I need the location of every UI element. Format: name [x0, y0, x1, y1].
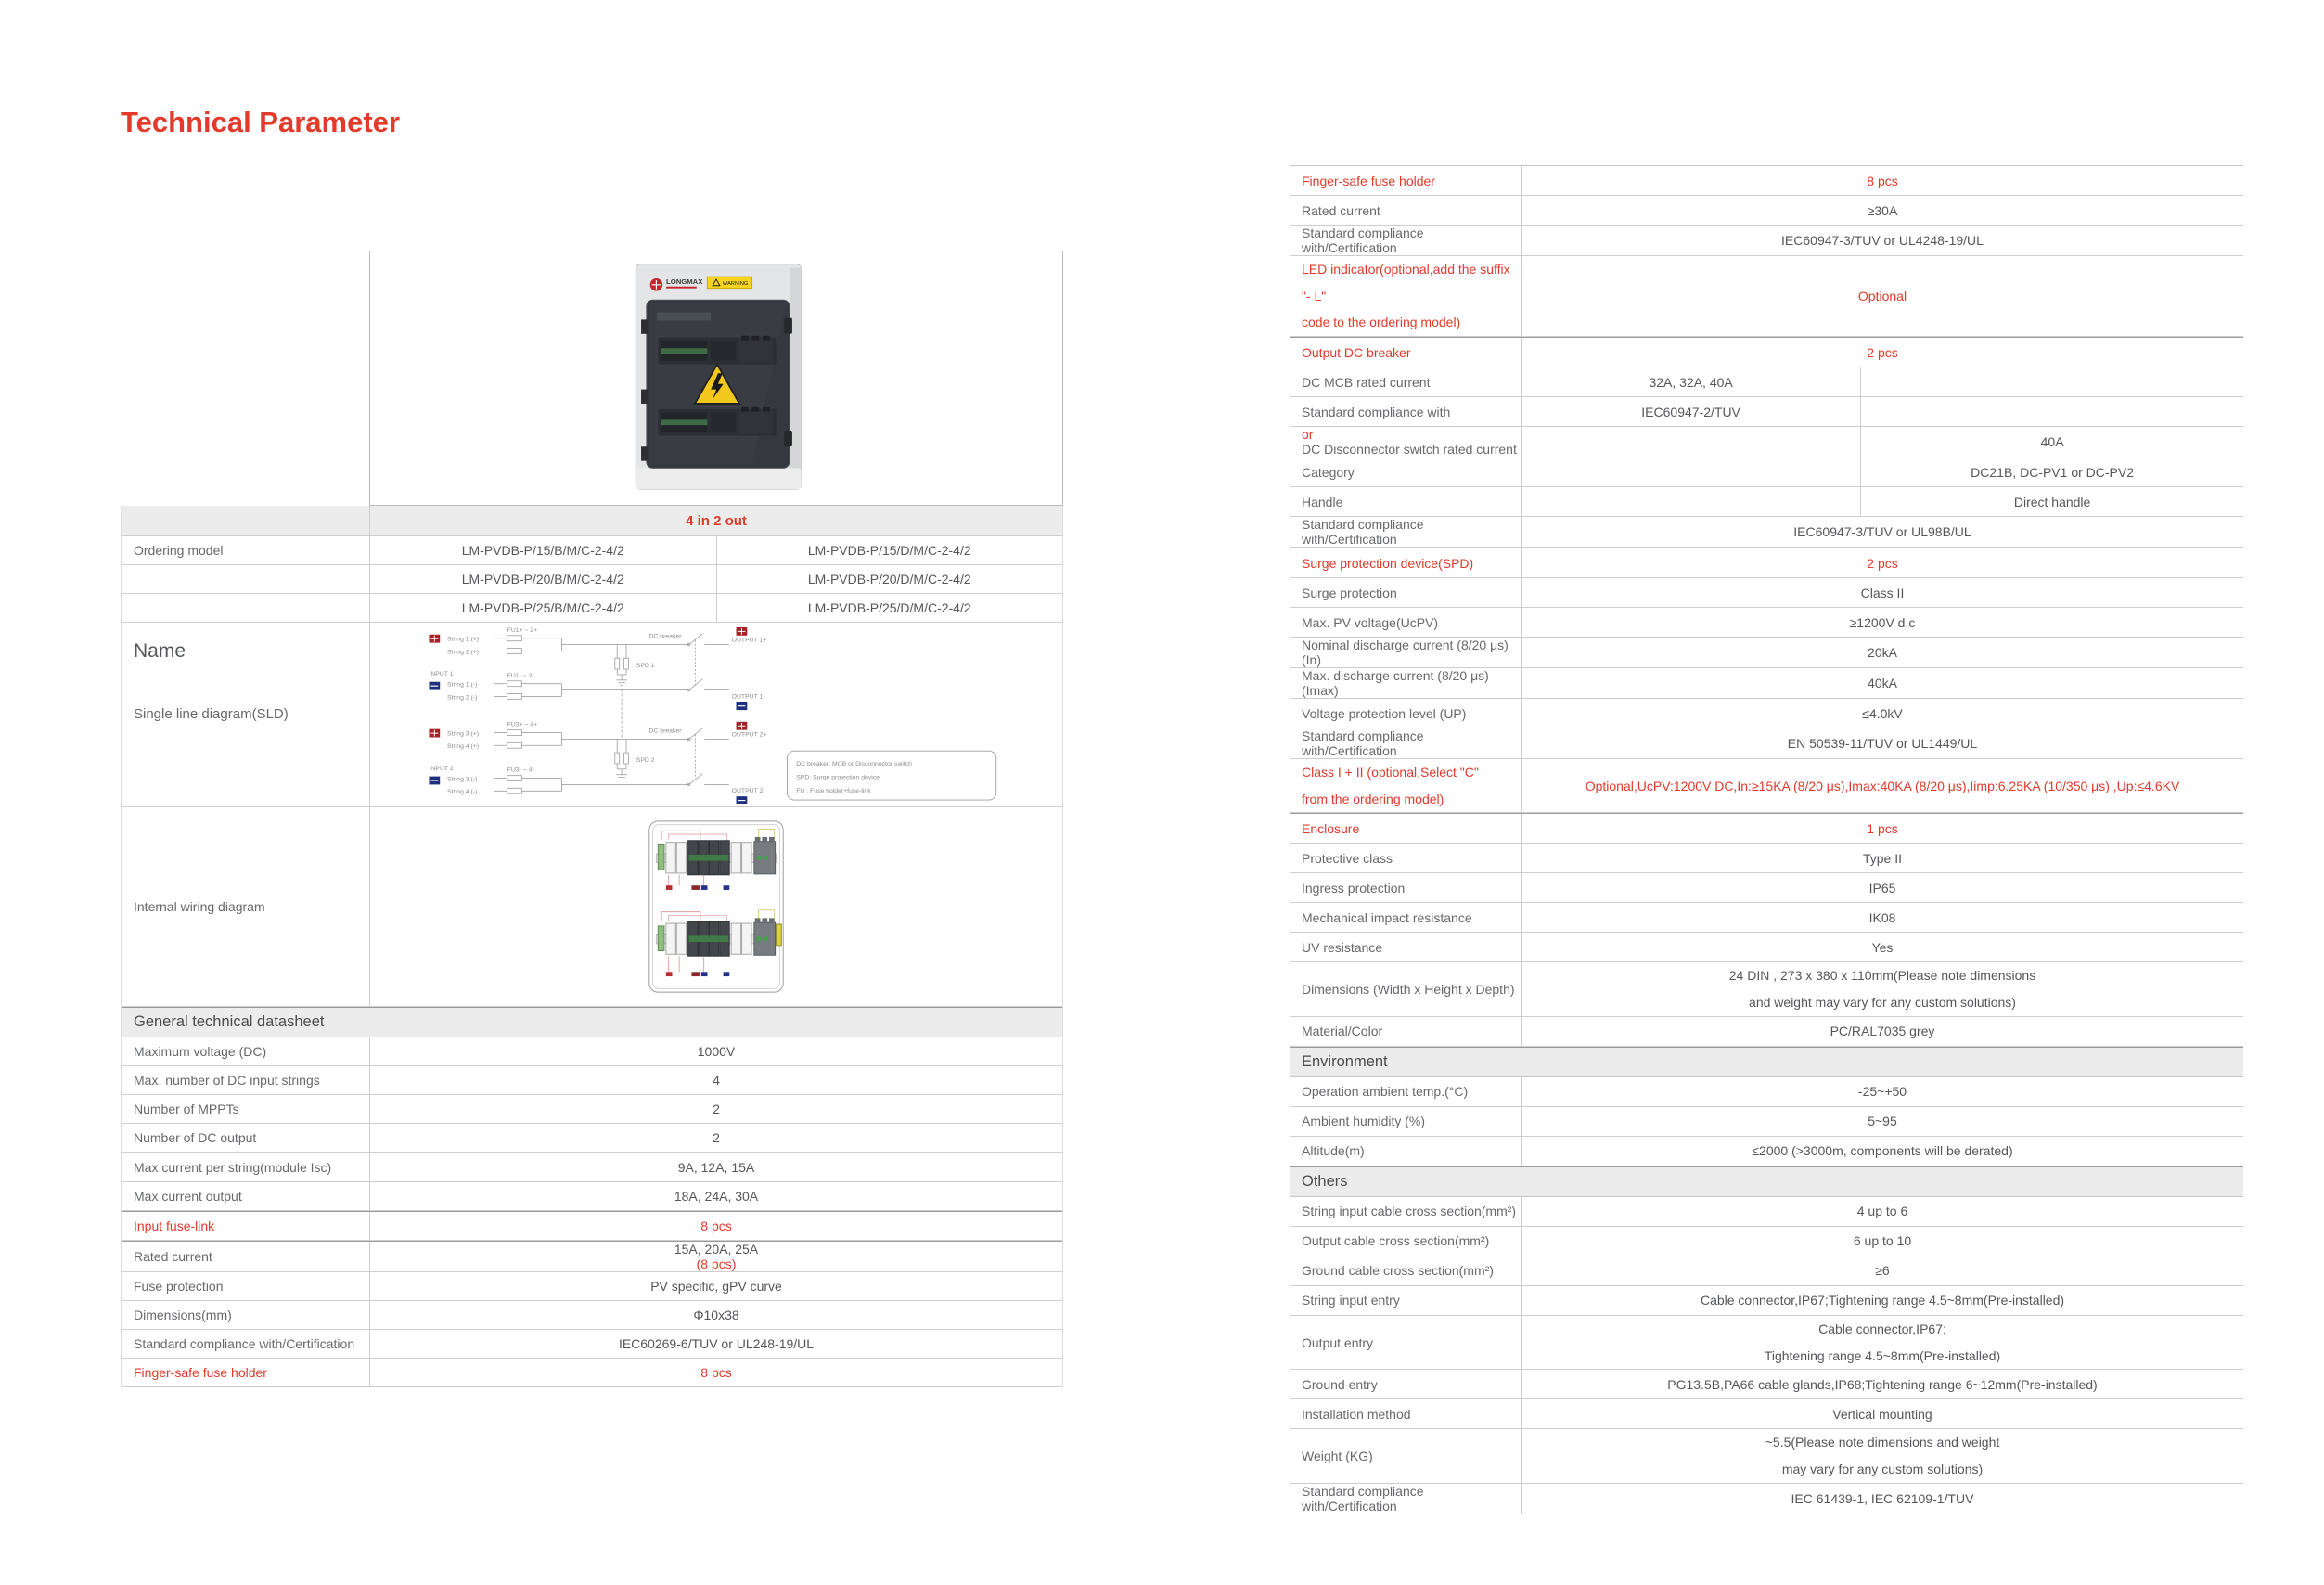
row-value: Optional: [1857, 289, 1907, 304]
row-label: Handle: [1290, 487, 1522, 516]
row-value: Direct handle: [1860, 487, 2243, 516]
row-value: LM-PVDB-P/20/B/M/C-2-4/2: [461, 572, 624, 586]
row-value: IEC 61439-1, IEC 62109-1/TUV: [1791, 1490, 1974, 1506]
table-row: [1290, 337, 2243, 367]
row-value: ≤4.0kV: [1862, 705, 1903, 721]
row-label: Ground cable cross section(mm²): [1290, 1256, 1522, 1285]
row-value: 2 pcs: [1867, 344, 1898, 360]
table-row: [1290, 166, 2243, 196]
svg-text:String 3 (+): String 3 (+): [447, 730, 480, 738]
row-value: IP65: [1868, 880, 1896, 896]
row-label: Protective class: [1290, 844, 1522, 872]
table-row: [1290, 1256, 2243, 1286]
table-row: [1290, 1399, 2243, 1429]
sld-group-2: [429, 722, 766, 804]
row-value: 8 pcs: [700, 1218, 732, 1233]
row-label: Dimensions(mm): [122, 1301, 370, 1329]
row-value: Class II: [1860, 585, 1905, 600]
label-line: code to the ordering model): [1302, 315, 1461, 330]
svg-text:DC breaker: MCB or Disconnecto: DC breaker: MCB or Disconnector switch: [796, 760, 912, 767]
row-label: Finger-safe fuse holder: [1290, 166, 1522, 195]
row-value: PG13.5B,PA66 cable glands,IP68;Tightening range 6~12mm(Pre-installed): [1667, 1376, 2098, 1392]
row-value: ≥6: [1875, 1263, 1890, 1279]
svg-text:OUTPUT 1-: OUTPUT 1-: [731, 693, 765, 701]
svg-text:INPUT 2: INPUT 2: [429, 765, 454, 772]
row-value: LM-PVDB-P/15/D/M/C-2-4/2: [716, 536, 1063, 564]
svg-text:String 1 (-): String 1 (-): [447, 681, 478, 689]
label-line: Class I + II (optional,Select "C": [1302, 765, 1479, 780]
section-header: Others: [1290, 1166, 2243, 1197]
row-value: Cable connector,IP67;Tightening range 4.5~8mm(Pre-installed): [1700, 1293, 2065, 1308]
row-value: LM-PVDB-P/20/D/M/C-2-4/2: [716, 565, 1063, 593]
row-value: 4 up to 6: [1856, 1204, 1908, 1219]
svg-text:String 2 (-): String 2 (-): [447, 694, 478, 702]
row-label: Output cable cross section(mm²): [1290, 1227, 1522, 1256]
row-label: Rated current: [1290, 196, 1522, 225]
row-value: [1522, 1429, 2243, 1482]
table-row: [1290, 1137, 2243, 1166]
row-label: Standard compliance with/Certification: [1290, 517, 1522, 547]
model-config-header: 4 in 2 out: [686, 512, 747, 529]
svg-text:OUTPUT 2-: OUTPUT 2-: [731, 788, 765, 795]
row-label: Surge protection device(SPD): [1290, 548, 1522, 577]
table-row: [122, 536, 1062, 565]
row-label: Number of MPPTs: [122, 1095, 370, 1123]
row-value: IEC60269-6/TUV or UL248-19/UL: [618, 1336, 815, 1351]
wiring-label-cell: [122, 807, 370, 1006]
row-label: Dimensions (Width x Height x Depth): [1290, 962, 1522, 1015]
row-label: Input fuse-link: [122, 1212, 370, 1240]
sld-group-1: [429, 627, 766, 710]
section-header: General technical datasheet: [122, 1007, 1062, 1037]
row-label: Surge protection: [1290, 578, 1522, 607]
row-label: String input cable cross section(mm²): [1290, 1197, 1522, 1226]
table-row: [122, 594, 1062, 623]
row-label: Output entry: [1290, 1316, 1522, 1369]
left-table: [121, 251, 1063, 1387]
row-value: PC/RAL7035 grey: [1830, 1024, 1935, 1039]
row-value: IEC60947-2/TUV: [1641, 404, 1740, 419]
ordering-model-rows: [122, 536, 1062, 623]
value-line: and weight may vary for any custom solutions): [1749, 995, 2016, 1011]
svg-text:FU3- ~ 4-: FU3- ~ 4-: [507, 767, 534, 774]
row-value: [1522, 457, 1860, 486]
svg-text:FU3+ ~ 4+: FU3+ ~ 4+: [507, 721, 538, 728]
table-row: [1290, 1316, 2243, 1370]
row-value: 8 pcs: [700, 1365, 732, 1380]
svg-text:SPD 1: SPD 1: [636, 663, 655, 670]
table-row: [1290, 873, 2243, 903]
value-line: 24 DIN , 273 x 380 x 110mm(Please note dimensions: [1728, 968, 2036, 984]
spd-symbol: [615, 739, 629, 780]
row-label: Max.current output: [122, 1182, 370, 1210]
row-value: ≥1200V d.c: [1849, 614, 1916, 630]
table-row: [122, 1037, 1062, 1066]
row-label: [122, 565, 370, 593]
svg-text:LONGMAX: LONGMAX: [666, 277, 703, 286]
svg-text:String 3 (-): String 3 (-): [447, 776, 478, 783]
svg-text:DC breaker: DC breaker: [648, 633, 682, 640]
table-row: [1290, 1197, 2243, 1227]
svg-text:DC breaker: DC breaker: [648, 728, 682, 735]
row-value: 6 up to 10: [1853, 1233, 1912, 1249]
table-row: [1290, 517, 2243, 548]
table-row: [122, 1153, 1062, 1182]
wiring-diagram-cell: [370, 807, 1062, 1006]
row-value: Type II: [1862, 850, 1903, 866]
svg-text:FU1- ~ 2-: FU1- ~ 2-: [507, 672, 534, 679]
table-row: [1290, 699, 2243, 728]
row-label: String input entry: [1290, 1286, 1522, 1315]
svg-text:SPD 2: SPD 2: [636, 756, 655, 764]
table-row: [1290, 1286, 2243, 1316]
label-line: LED indicator(optional,add the suffix "- L": [1302, 262, 1510, 303]
row-value: 2: [713, 1130, 720, 1145]
row-value: ≤2000 (>3000m, components will be derated): [1752, 1143, 2013, 1159]
table-row: [122, 1241, 1062, 1272]
svg-text:WARNING: WARNING: [722, 280, 749, 287]
row-value: 32A, 32A, 40A: [1649, 374, 1733, 390]
table-row: [1290, 1370, 2243, 1399]
row-label: Fuse protection: [122, 1272, 370, 1300]
row-label: Finger-safe fuse holder: [122, 1359, 370, 1386]
sld-label: Single line diagram(SLD): [134, 705, 289, 722]
product-image: [369, 251, 1063, 506]
row-label: Enclosure: [1290, 814, 1522, 843]
row-value: Vertical mounting: [1832, 1406, 1932, 1422]
row-value: LM-PVDB-P/15/B/M/C-2-4/2: [461, 543, 624, 558]
row-value: ≥30A: [1867, 202, 1898, 218]
row-label: Max. discharge current (8/20 μs) (Imax): [1290, 668, 1522, 698]
table-row: [1290, 256, 2243, 337]
sld-diagram-cell: [370, 623, 1062, 806]
row-value: [1860, 367, 2243, 396]
sld-row: [122, 623, 1062, 807]
svg-text:String 1 (+): String 1 (+): [447, 636, 480, 643]
row-value: Optional,UcPV:1200V DC,In:≥15KA (8/20 μs),Imax:40KA (8/20 μs),Iimp:6.25KA (10/350 μs) ,Up:≤4.6KV: [1585, 778, 2180, 793]
row-label: Standard compliance with/Certification: [122, 1330, 370, 1358]
row-value: 2: [713, 1102, 720, 1116]
right-table-rows: [1290, 165, 2243, 1514]
table-row: [122, 1330, 1062, 1359]
row-value: [1522, 427, 1860, 457]
row-value: 1 pcs: [1867, 820, 1898, 836]
table-row: [1290, 728, 2243, 759]
row-value: Yes: [1871, 939, 1894, 955]
header-spacer-cell: [122, 506, 370, 535]
table-row: [1290, 367, 2243, 397]
row-label: Installation method: [1290, 1399, 1522, 1428]
table-row: [122, 1301, 1062, 1330]
wiring-diagram: [646, 818, 787, 996]
name-label: Name: [134, 640, 186, 662]
row-value: 40A: [1860, 427, 2243, 457]
table-row: [1290, 1227, 2243, 1256]
table-row: [1290, 196, 2243, 226]
sld-label-cell: [122, 623, 370, 806]
row-value: LM-PVDB-P/25/B/M/C-2-4/2: [461, 600, 624, 615]
value-line: may vary for any custom solutions): [1781, 1461, 1984, 1476]
value-line: Cable connector,IP67;: [1818, 1321, 1946, 1336]
row-label: Weight (KG): [1290, 1429, 1522, 1482]
row-label: Rated current: [122, 1242, 370, 1271]
table-row: [1290, 226, 2243, 256]
row-label: Number of DC output: [122, 1124, 370, 1152]
row-value: 40kA: [1868, 676, 1897, 691]
row-label: [122, 594, 370, 622]
row-label: Nominal discharge current (8/20 μs) (In): [1290, 638, 1522, 667]
svg-text:OUTPUT 2+: OUTPUT 2+: [731, 731, 767, 739]
wiring-label: Internal wiring diagram: [134, 898, 265, 914]
table-row: [122, 1124, 1062, 1153]
table-row: [1290, 844, 2243, 873]
sld-diagram: [410, 625, 1022, 804]
row-label: Standard compliance with: [1290, 397, 1522, 426]
label-line: from the ordering model): [1302, 791, 1444, 806]
row-value: -25~+50: [1857, 1084, 1907, 1100]
product-image-row: [121, 251, 1063, 506]
row-label: Ordering model: [122, 536, 370, 564]
row-value: 8 pcs: [1867, 173, 1898, 188]
row-value: 4: [713, 1073, 720, 1088]
table-row: [1290, 397, 2243, 427]
row-value: 15A, 20A, 25A (8 pcs): [674, 1242, 759, 1271]
row-value: 5~95: [1868, 1114, 1897, 1129]
value-red-suffix: (8 pcs): [696, 1256, 737, 1271]
row-label: Category: [1290, 457, 1522, 486]
table-row: [122, 1095, 1062, 1124]
row-value: 20kA: [1868, 645, 1897, 661]
general-datasheet-rows: [122, 1007, 1062, 1387]
table-row: [1290, 903, 2243, 933]
row-label: [1290, 256, 1522, 336]
enclosure-side-shading: [790, 267, 802, 485]
row-label: Max.current per string(module Isc): [122, 1153, 370, 1181]
row-label: Ground entry: [1290, 1370, 1522, 1398]
din-row-bottom: [658, 406, 776, 435]
table-row: [1290, 427, 2243, 457]
row-value: PV specific, gPV curve: [650, 1279, 782, 1294]
row-label: Material/Color: [1290, 1017, 1522, 1046]
row-label: Max. PV voltage(UcPV): [1290, 608, 1522, 637]
value-line: Tightening range 4.5~8mm(Pre-installed): [1764, 1347, 2001, 1363]
table-row: [122, 1066, 1062, 1095]
row-value: [1522, 487, 1860, 516]
image-row-spacer: [121, 251, 369, 506]
row-label: Output DC breaker: [1290, 338, 1522, 367]
svg-text:FU : Fuse holder+fuse-link: FU : Fuse holder+fuse-link: [796, 788, 871, 795]
table-row: [1290, 962, 2243, 1016]
table-row: [1290, 457, 2243, 487]
row-value: IK08: [1868, 909, 1896, 925]
din-row-top: [658, 335, 776, 364]
warning-sticker: [707, 277, 751, 289]
row-value: IEC60947-3/TUV or UL98B/UL: [1793, 524, 1971, 540]
row-value: Φ10x38: [693, 1308, 739, 1322]
row-label: Maximum voltage (DC): [122, 1037, 370, 1065]
row-label: UV resistance: [1290, 933, 1522, 961]
row-value: 18A, 24A, 30A: [674, 1189, 759, 1204]
row-label: or DC Disconnector switch rated current: [1290, 427, 1522, 457]
row-value: [1860, 397, 2243, 426]
table-row: [122, 565, 1062, 594]
spd-symbol: [615, 645, 629, 686]
value-line: ~5.5(Please note dimensions and weight: [1765, 1435, 2000, 1450]
row-label: Standard compliance with/Certification: [1290, 728, 1522, 758]
svg-text:FU1+ ~ 2+: FU1+ ~ 2+: [507, 626, 538, 634]
row-label: Operation ambient temp.(°C): [1290, 1077, 1522, 1106]
row-value: IEC60947-3/TUV or UL4248-19/UL: [1781, 233, 1984, 248]
right-table: [1290, 165, 2243, 1514]
row-value: [1522, 1316, 2243, 1369]
table-row: [122, 1272, 1062, 1301]
label-red-prefix: or: [1302, 427, 1314, 443]
table-row: [122, 1359, 1062, 1387]
svg-text:String 4 (+): String 4 (+): [447, 743, 480, 751]
section-header: Environment: [1290, 1047, 2243, 1077]
table-row: [1290, 1077, 2243, 1107]
table-row: [1290, 578, 2243, 608]
table-row: [122, 1211, 1062, 1241]
svg-text:SPD: Surge protection device: SPD: Surge protection device: [796, 774, 880, 781]
svg-text:OUTPUT 1+: OUTPUT 1+: [731, 637, 767, 644]
row-label: Ingress protection: [1290, 873, 1522, 902]
table-row: [1290, 813, 2243, 844]
svg-text:String 4 (-): String 4 (-): [447, 789, 478, 796]
table-row: [1290, 548, 2243, 578]
row-label: Altitude(m): [1290, 1137, 1522, 1166]
table-row: [1290, 1017, 2243, 1047]
row-label: Max. number of DC input strings: [122, 1066, 370, 1094]
left-table-body: [121, 506, 1063, 1387]
row-label: Standard compliance with/Certification: [1290, 1484, 1522, 1514]
table-row: [1290, 487, 2243, 517]
row-label: DC MCB rated current: [1290, 367, 1522, 396]
product-enclosure-illustration: [568, 255, 865, 502]
wiring-row: [122, 807, 1062, 1007]
model-config-header-row: [122, 506, 1062, 536]
row-value: 9A, 12A, 15A: [677, 1160, 755, 1175]
table-row: [1290, 1107, 2243, 1137]
table-row: [1290, 668, 2243, 699]
row-label: Ambient humidity (%): [1290, 1107, 1522, 1136]
table-row: [122, 1182, 1062, 1211]
table-row: [1290, 1484, 2243, 1514]
svg-text:String 2 (+): String 2 (+): [447, 649, 480, 656]
row-label: [1290, 759, 1522, 812]
row-label: Voltage protection level (UP): [1290, 699, 1522, 728]
row-value: [1522, 962, 2243, 1015]
row-label: Standard compliance with/Certification: [1290, 226, 1522, 255]
row-value: LM-PVDB-P/25/D/M/C-2-4/2: [716, 594, 1063, 622]
table-row: [1290, 1429, 2243, 1483]
sld-legend: [787, 751, 995, 800]
page-title: Technical Parameter: [121, 106, 400, 138]
row-value: DC21B, DC-PV1 or DC-PV2: [1860, 457, 2243, 486]
table-row: [1290, 759, 2243, 813]
svg-text:INPUT 1: INPUT 1: [429, 670, 454, 677]
table-row: [1290, 933, 2243, 962]
table-row: [1290, 608, 2243, 638]
row-value: 2 pcs: [1867, 555, 1898, 571]
row-value: 1000V: [697, 1044, 736, 1059]
row-value: EN 50539-11/TUV or UL1449/UL: [1787, 736, 1978, 752]
row-label: Mechanical impact resistance: [1290, 903, 1522, 932]
table-row: [1290, 638, 2243, 668]
